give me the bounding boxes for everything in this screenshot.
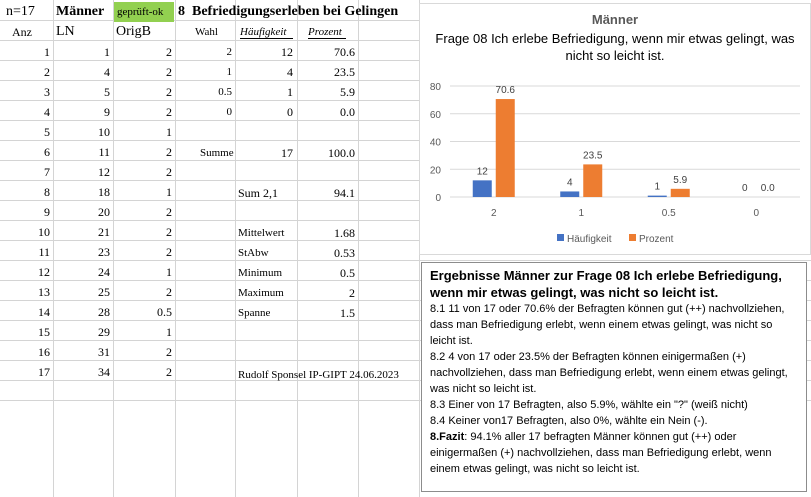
cell-origb: 2 [166, 365, 172, 379]
freq-haeufigkeit: 4 [287, 65, 293, 79]
cell-ln: 18 [98, 185, 110, 199]
header-underline [308, 38, 346, 39]
cell-origb: 1 [166, 325, 172, 339]
cell-origb: 2 [166, 165, 172, 179]
cell-anz: 3 [44, 85, 50, 99]
cell-ln: 11 [98, 145, 110, 159]
bar-chart [420, 4, 810, 254]
cell-anz: 8 [44, 185, 50, 199]
cell-origb: 2 [166, 145, 172, 159]
cell-ln: 34 [98, 365, 110, 379]
data-label: 70.6 [495, 85, 515, 97]
legend-label: Häufigkeit [567, 234, 612, 245]
data-label: 0 [741, 183, 748, 194]
grid-col-line [358, 0, 359, 497]
cell-anz: 10 [38, 225, 50, 239]
cell-ln: 31 [98, 345, 110, 359]
cell-origb: 1 [166, 185, 172, 199]
chart-title: Männer [591, 12, 639, 27]
cell-origb: 1 [166, 125, 172, 139]
results-paragraph-label: 8.Fazit [430, 431, 465, 443]
col-header-haeufigkeit: Häufigkeit [240, 26, 287, 38]
n-count-label: n=17 [6, 4, 35, 19]
results-paragraph [430, 349, 798, 397]
cell-anz: 1 [44, 45, 50, 59]
cell-anz: 9 [44, 205, 50, 219]
cell-origb: 0.5 [157, 305, 172, 319]
data-label: 1 [654, 181, 661, 193]
results-paragraph-text: : 94.1% aller 17 befragten Männer können gut (++) oder einigermaßen (+) nachvollziehen, dass man Befriedigung erlebt, wenn einem etwas gelingt, was nicht so leicht ist. [430, 431, 772, 475]
x-tick-label: 0 [753, 208, 760, 219]
freq-haeufigkeit: 1 [287, 85, 293, 99]
col-header-prozent: Prozent [308, 26, 342, 38]
cell-ln: 4 [104, 65, 110, 79]
cell-ln: 9 [104, 105, 110, 119]
y-tick-label: 40 [429, 137, 441, 149]
cell-ln: 10 [98, 125, 110, 139]
stat-value: 0.53 [334, 246, 355, 260]
legend-swatch [557, 234, 564, 241]
cell-ln: 1 [104, 45, 110, 59]
x-tick-label: 1 [578, 208, 585, 219]
chart-subtitle: Frage 08 Ich erlebe Befriedigung, wenn mir etwas gelingt, was nicht so leicht ist. [435, 31, 795, 63]
stat-value: 2 [349, 286, 355, 300]
item-title: Befriedigungserleben bei Gelingen [192, 4, 399, 19]
cell-origb: 2 [166, 85, 172, 99]
cell-anz: 14 [38, 305, 50, 319]
bar-prozent [496, 99, 515, 197]
stat-label: StAbw [238, 247, 269, 259]
x-tick-label: 2 [490, 208, 497, 219]
freq-wahl: 0 [226, 106, 232, 118]
cell-ln: 25 [98, 285, 110, 299]
cell-origb: 2 [166, 285, 172, 299]
stat-value: 1.5 [340, 306, 355, 320]
cell-origb: 2 [166, 345, 172, 359]
stat-value: 0.5 [340, 266, 355, 280]
cell-ln: 20 [98, 205, 110, 219]
cell-ln: 28 [98, 305, 110, 319]
col-header-wahl: Wahl [195, 26, 218, 38]
sum21-value: 94.1 [334, 186, 355, 200]
bar-haeufigkeit [473, 180, 492, 197]
summe-prozent: 100.0 [328, 146, 355, 160]
results-paragraph [430, 429, 798, 477]
stat-label: Mittelwert [238, 227, 285, 239]
cell-origb: 2 [166, 205, 172, 219]
freq-haeufigkeit: 12 [281, 45, 293, 59]
cell-anz: 12 [38, 265, 50, 279]
cell-origb: 2 [166, 105, 172, 119]
cell-ln: 23 [98, 245, 110, 259]
cell-anz: 11 [38, 245, 50, 259]
cell-anz: 7 [44, 165, 50, 179]
y-tick-label: 0 [435, 193, 441, 204]
col-header-ln: LN [56, 24, 75, 39]
group-label: Männer [56, 4, 105, 19]
legend-swatch [629, 234, 636, 241]
freq-prozent: 0.0 [340, 105, 355, 119]
cell-ln: 29 [98, 325, 110, 339]
y-tick-label: 80 [429, 82, 441, 93]
legend-label: Prozent [639, 234, 674, 245]
results-paragraph [430, 397, 798, 413]
results-title: Ergebnisse Männer zur Frage 08 Ich erlebe Befriedigung, wenn mir etwas gelingt, was nicht so leicht ist. [430, 268, 782, 300]
data-label: 4 [566, 177, 573, 189]
cell-ln: 21 [98, 225, 110, 239]
credit-text: Rudolf Sponsel IP-GIPT 24.06.2023 [238, 369, 399, 381]
bar-prozent [583, 164, 602, 197]
cell-origb: 2 [166, 245, 172, 259]
cell-anz: 16 [38, 345, 50, 359]
freq-prozent: 5.9 [340, 85, 355, 99]
cell-origb: 1 [166, 265, 172, 279]
results-paragraph-text: 8.2 4 von 17 oder 23.5% der Befragten können einigermaßen (+) nachvollziehen, dass man Befriedigung erlebt, wenn einem etwas gelingt, was nicht so leicht ist. [430, 351, 788, 395]
item-number: 8 [178, 4, 185, 19]
results-paragraph-text: 8.4 Keiner von17 Befragten, also 0%, wählte ein Nein (-). [430, 415, 708, 427]
results-paragraph-text: 8.3 Einer von 17 Befragten, also 5.9%, wählte ein "?" (weiß nicht) [430, 399, 748, 411]
freq-haeufigkeit: 0 [287, 105, 293, 119]
results-paragraph [430, 301, 798, 349]
cell-anz: 2 [44, 65, 50, 79]
data-label: 0.0 [760, 183, 775, 194]
freq-prozent: 70.6 [334, 45, 355, 59]
cell-origb: 2 [166, 65, 172, 79]
results-paragraphs [430, 301, 798, 477]
cell-ln: 5 [104, 85, 110, 99]
bar-haeufigkeit [560, 191, 579, 197]
bar-haeufigkeit [648, 196, 667, 197]
cell-ln: 12 [98, 165, 110, 179]
summe-label: Summe [200, 147, 234, 159]
cell-anz: 15 [38, 325, 50, 339]
x-tick-label: 0.5 [661, 208, 676, 219]
stat-label: Maximum [238, 287, 284, 299]
freq-prozent: 23.5 [334, 65, 355, 79]
cell-ln: 24 [98, 265, 110, 279]
results-paragraph [430, 413, 798, 429]
check-status-badge: geprüft-ok [114, 2, 174, 22]
freq-wahl: 2 [226, 46, 232, 58]
bar-prozent [671, 189, 690, 197]
summe-haeufigkeit: 17 [281, 146, 293, 160]
cell-anz: 5 [44, 125, 50, 139]
cell-anz: 6 [44, 145, 50, 159]
y-tick-label: 20 [429, 165, 441, 177]
cell-anz: 4 [44, 105, 50, 119]
cell-anz: 17 [38, 365, 50, 379]
sum21-label: Sum 2,1 [238, 186, 279, 200]
col-header-anz: Anz [12, 25, 32, 39]
stat-value: 1.68 [334, 226, 355, 240]
cell-anz: 13 [38, 285, 50, 299]
freq-wahl: 1 [226, 66, 232, 78]
results-textbox[interactable] [421, 262, 807, 492]
y-tick-label: 60 [429, 109, 441, 121]
data-label: 12 [476, 166, 488, 178]
freq-wahl: 0.5 [218, 86, 232, 98]
col-header-origb: OrigB [116, 24, 151, 39]
cell-origb: 2 [166, 225, 172, 239]
stat-label: Minimum [238, 267, 283, 279]
cell-origb: 2 [166, 45, 172, 59]
header-underline [240, 38, 293, 39]
data-label: 5.9 [673, 174, 688, 186]
results-paragraph-text: 8.1 11 von 17 oder 70.6% der Befragten können gut (++) nachvollziehen, dass man Befriedigung erlebt, wenn einem etwas gelingt, was nicht so leicht ist. [430, 303, 785, 347]
data-label: 23.5 [583, 150, 603, 162]
bar-chart-panel[interactable] [419, 3, 811, 255]
stat-label: Spanne [238, 307, 271, 319]
